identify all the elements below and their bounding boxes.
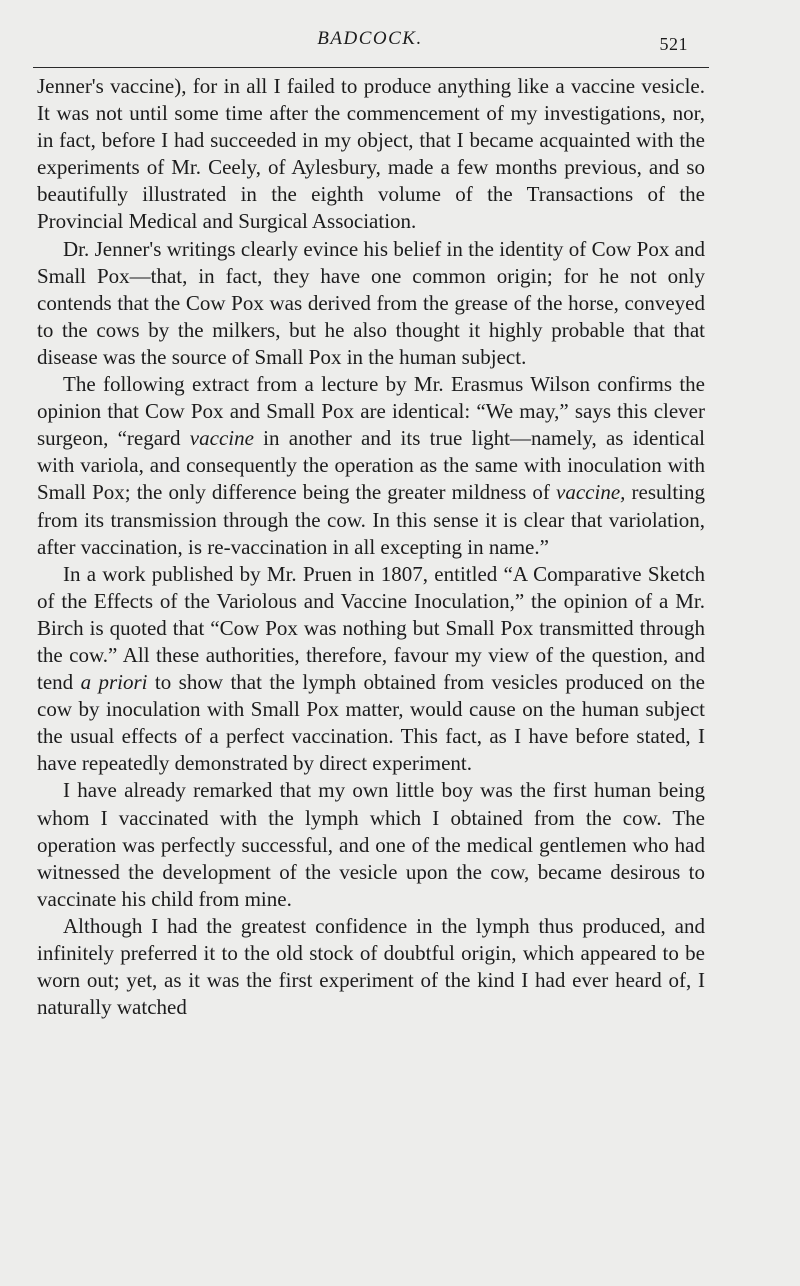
- paragraph-text: in another and its true light—namely, as identical with variola, and consequently the operation as the same with inoculation with Small Pox; the only difference being the greater mildness of: [37, 426, 705, 505]
- paragraph-text: The following extract from a lecture by Mr. Erasmus Wilson confirms the opinion that Cow Pox and Small Pox are identical: “We may,” says this clever surgeon, “regard: [37, 372, 705, 451]
- paragraph-text: Jenner's vaccine), for in all I failed to produce anything like a vaccine vesicle. It was not until some time after the commencement of my investigations, nor, in fact, before I had succeeded in my object, that I became acquainted with the experiments of Mr. Ceely, of Aylesbury, made a few months previous, and so beautifully illustrated in the eighth volume of the Transactions of the Provincial Medical and Surgical Association.: [37, 74, 705, 234]
- paragraph: [37, 371, 705, 561]
- body-text: [37, 73, 705, 1021]
- paragraph-text: resulting from its transmission through the cow. In this sense it is clear that variolation, after vaccination, is re-vaccination in all excepting in name.”: [37, 480, 705, 559]
- paragraph: [37, 561, 705, 778]
- running-header: [0, 28, 800, 58]
- paragraph-text: Although I had the greatest confidence in the lymph thus produced, and infinitely preferred it to the old stock of doubtful origin, which appeared to be worn out; yet, as it was the first experiment of the kind I had ever heard of, I naturally watched: [37, 913, 705, 1020]
- paragraph-text: to show that the lymph obtained from vesicles produced on the cow by inoculation with Small Pox matter, would cause on the human subject the usual effects of a perfect vaccination. This fact, as I have before stated, I have repeatedly demonstrated by direct experiment.: [37, 670, 706, 776]
- paragraph-text: Dr. Jenner's writings clearly evince his belief in the identity of Cow Pox and Small Pox—that, in fact, they have one common origin; for he not only contends that the Cow Pox was derived from the grease of the horse, conveyed to the cows by the milkers, but he also thought it highly probable that that disease was the source of Small Pox in the human subject.: [37, 236, 705, 369]
- paragraph: [37, 73, 705, 236]
- paragraph: [37, 236, 705, 371]
- italic-term: a priori: [80, 670, 148, 695]
- paragraph-text: In a work published by Mr. Pruen in 1807, entitled “A Comparative Sketch of the Effects of the Variolous and Vaccine Inoculation,” the opinion of a Mr. Birch is quoted that “Cow Pox was nothing but Small Pox transmitted through the cow.” All these authorities, therefore, favour my view of the question, and tend: [37, 561, 705, 695]
- paragraph: [37, 777, 705, 912]
- italic-term: vaccine,: [556, 480, 626, 505]
- page-number: 521: [659, 34, 688, 54]
- header-rule: [33, 67, 709, 68]
- paragraph: [37, 913, 705, 1021]
- running-title: BADCOCK.: [317, 28, 423, 49]
- paragraph-text: I have already remarked that my own little boy was the first human being whom I vaccinated with the lymph which I obtained from the cow. The operation was perfectly successful, and one of the medical gentlemen who had witnessed the development of the vesicle upon the cow, became desirous to vaccinate his child from mine.: [37, 778, 705, 911]
- italic-term: vaccine: [189, 426, 254, 451]
